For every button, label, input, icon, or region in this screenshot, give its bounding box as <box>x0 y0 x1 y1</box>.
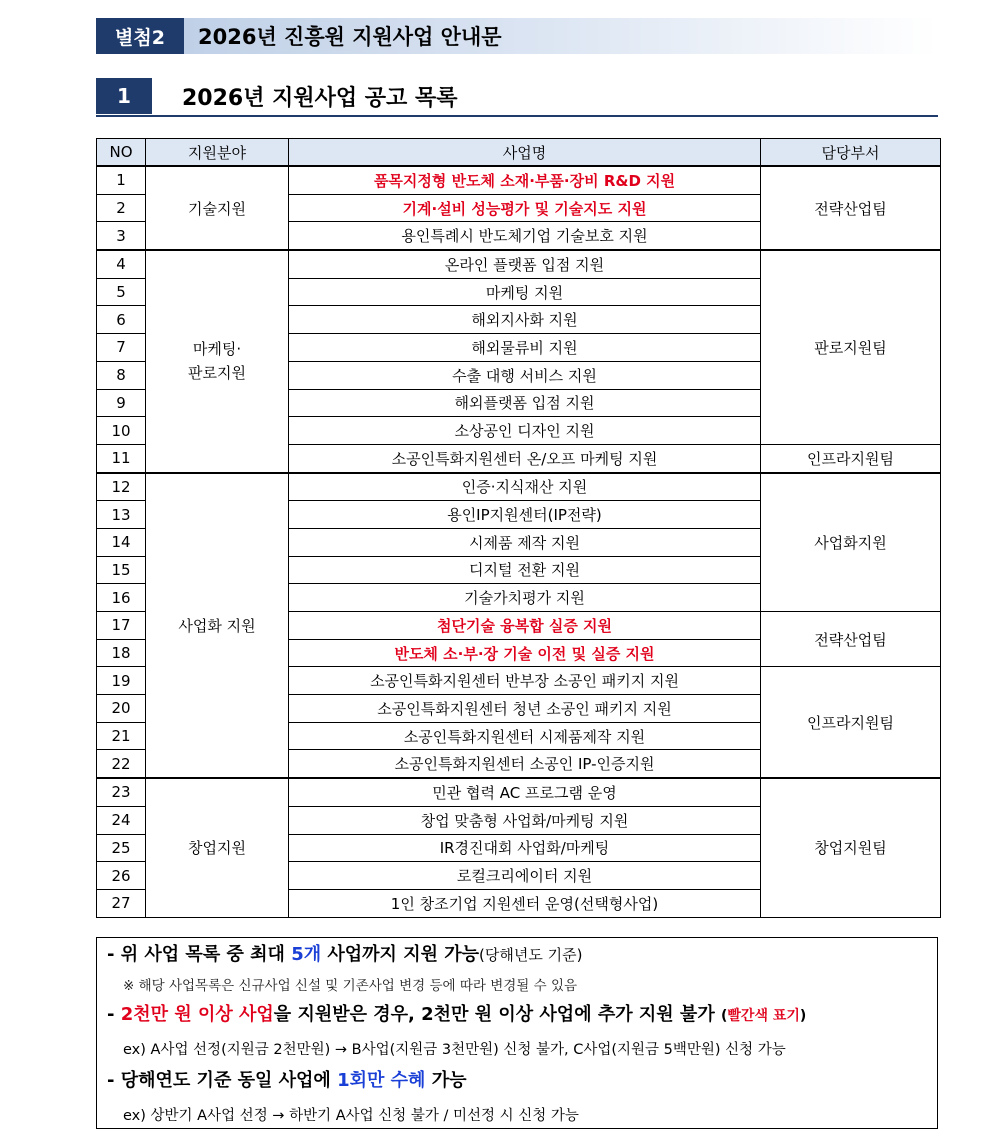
header-no: NO <box>97 139 146 167</box>
note-paren: ) <box>799 1008 807 1024</box>
table-row <box>97 166 941 194</box>
row-no: 10 <box>97 417 146 445</box>
document-title: 2026년 진흥원 지원사업 안내문 <box>198 25 502 49</box>
row-no: 6 <box>97 306 146 334</box>
row-no: 22 <box>97 750 146 778</box>
program-name: 민관 협력 AC 프로그램 운영 <box>289 778 761 806</box>
row-no: 18 <box>97 639 146 667</box>
row-no: 21 <box>97 722 146 750</box>
note-paren: (당해년도 기준) <box>479 946 583 964</box>
program-name: 기술가치평가 지원 <box>289 584 761 612</box>
table-row <box>97 778 941 806</box>
section-title: 2026년 지원사업 공고 목록 <box>182 85 458 111</box>
row-no: 26 <box>97 862 146 890</box>
program-name: 기계·설비 성능평가 및 기술지도 지원 <box>289 194 761 222</box>
field-label-line2: 판로지원 <box>188 364 246 383</box>
program-name: 마케팅 지원 <box>289 278 761 306</box>
note-text: 을 지원받은 경우, 2천만 원 이상 사업에 추가 지원 불가 <box>273 1004 721 1025</box>
dept-cell: 창업지원팀 <box>761 778 941 917</box>
note-text: - 위 사업 목록 중 최대 <box>107 944 292 965</box>
program-name: 소상공인 디자인 지원 <box>289 417 761 445</box>
row-no: 17 <box>97 612 146 640</box>
dept-cell: 판로지원팀 <box>761 250 941 444</box>
program-name: 품목지정형 반도체 소재·부품·장비 R&D 지원 <box>289 166 761 194</box>
row-no: 3 <box>97 222 146 250</box>
note-once-rule <box>107 1066 466 1092</box>
program-name: 인증·지식재산 지원 <box>289 473 761 501</box>
section-number: 1 <box>96 78 152 114</box>
row-no: 11 <box>97 444 146 472</box>
row-no: 4 <box>97 250 146 278</box>
field-label-line1: 마케팅· <box>192 340 242 359</box>
note-text: 가능 <box>425 1070 467 1091</box>
program-name: 창업 맞춤형 사업화/마케팅 지원 <box>289 806 761 834</box>
field-cell <box>146 250 289 473</box>
note-text: - 당해연도 기준 동일 사업에 <box>107 1070 338 1091</box>
program-name: 소공인특화지원센터 청년 소공인 패키지 지원 <box>289 695 761 723</box>
row-no: 5 <box>97 278 146 306</box>
row-no: 14 <box>97 528 146 556</box>
table-header-row <box>97 139 941 167</box>
row-no: 7 <box>97 334 146 362</box>
row-no: 16 <box>97 584 146 612</box>
note-highlight: 1회만 수혜 <box>337 1070 426 1091</box>
program-name: 용인IP지원센터(IP전략) <box>289 501 761 529</box>
row-no: 12 <box>97 473 146 501</box>
row-no: 19 <box>97 667 146 695</box>
note-example-2: ex) 상반기 A사업 선정 → 하반기 A사업 신청 불가 / 미선정 시 신청 가능 <box>123 1108 579 1124</box>
program-table <box>96 138 941 918</box>
note-example-1: ex) A사업 선정(지원금 2천만원) → B사업(지원금 3천만원) 신청 불가, C사업(지원금 5백만원) 신청 가능 <box>123 1042 786 1058</box>
table-row <box>97 250 941 278</box>
dept-cell: 인프라지원팀 <box>761 667 941 778</box>
program-name: 소공인특화지원센터 반부장 소공인 패키지 지원 <box>289 667 761 695</box>
notes-box <box>96 937 938 1129</box>
program-name: IR경진대회 사업화/마케팅 <box>289 834 761 862</box>
program-name: 소공인특화지원센터 온/오프 마케팅 지원 <box>289 444 761 472</box>
program-name: 1인 창조기업 지원센터 운영(선택형사업) <box>289 889 761 917</box>
note-disclaimer: ※ 해당 사업목록은 신규사업 신설 및 기존사업 변경 등에 따라 변경될 수 있음 <box>123 978 578 994</box>
attachment-tag: 별첨2 <box>96 18 184 54</box>
note-red-label: 빨간색 표기 <box>727 1008 800 1024</box>
program-name: 해외플랫폼 입점 지원 <box>289 389 761 417</box>
note-paren: ( <box>720 1008 728 1024</box>
row-no: 25 <box>97 834 146 862</box>
program-name: 시제품 제작 지원 <box>289 528 761 556</box>
program-name: 반도체 소·부·장 기술 이전 및 실증 지원 <box>289 639 761 667</box>
row-no: 27 <box>97 889 146 917</box>
note-highlight: 5개 <box>291 944 322 965</box>
row-no: 15 <box>97 556 146 584</box>
program-name: 용인특례시 반도체기업 기술보호 지원 <box>289 222 761 250</box>
program-name: 디지털 전환 지원 <box>289 556 761 584</box>
note-text: - <box>107 1004 121 1025</box>
note-highlight: 2천만 원 이상 사업 <box>120 1004 274 1025</box>
dept-cell: 인프라지원팀 <box>761 444 941 472</box>
row-no: 2 <box>97 194 146 222</box>
program-name: 소공인특화지원센터 시제품제작 지원 <box>289 722 761 750</box>
row-no: 24 <box>97 806 146 834</box>
row-no: 1 <box>97 166 146 194</box>
header-program: 사업명 <box>289 139 761 167</box>
program-name: 해외지사화 지원 <box>289 306 761 334</box>
program-name: 온라인 플랫폼 입점 지원 <box>289 250 761 278</box>
row-no: 13 <box>97 501 146 529</box>
row-no: 20 <box>97 695 146 723</box>
header-field: 지원분야 <box>146 139 289 167</box>
dept-cell: 전략산업팀 <box>761 612 941 667</box>
header-dept: 담당부서 <box>761 139 941 167</box>
program-name: 수출 대행 서비스 지원 <box>289 361 761 389</box>
field-cell: 창업지원 <box>146 778 289 917</box>
section-divider <box>96 115 938 117</box>
note-20m-rule <box>107 1000 806 1026</box>
dept-cell: 사업화지원 <box>761 473 941 612</box>
note-text: 사업까지 지원 가능 <box>321 944 480 965</box>
program-name: 첨단기술 융복합 실증 지원 <box>289 612 761 640</box>
field-cell: 기술지원 <box>146 166 289 250</box>
table-row <box>97 473 941 501</box>
field-cell: 사업화 지원 <box>146 473 289 779</box>
program-name: 해외물류비 지원 <box>289 334 761 362</box>
dept-cell: 전략산업팀 <box>761 166 941 250</box>
row-no: 9 <box>97 389 146 417</box>
row-no: 23 <box>97 778 146 806</box>
note-max-programs <box>107 940 582 966</box>
program-name: 로컬크리에이터 지원 <box>289 862 761 890</box>
row-no: 8 <box>97 361 146 389</box>
program-name: 소공인특화지원센터 소공인 IP-인증지원 <box>289 750 761 778</box>
